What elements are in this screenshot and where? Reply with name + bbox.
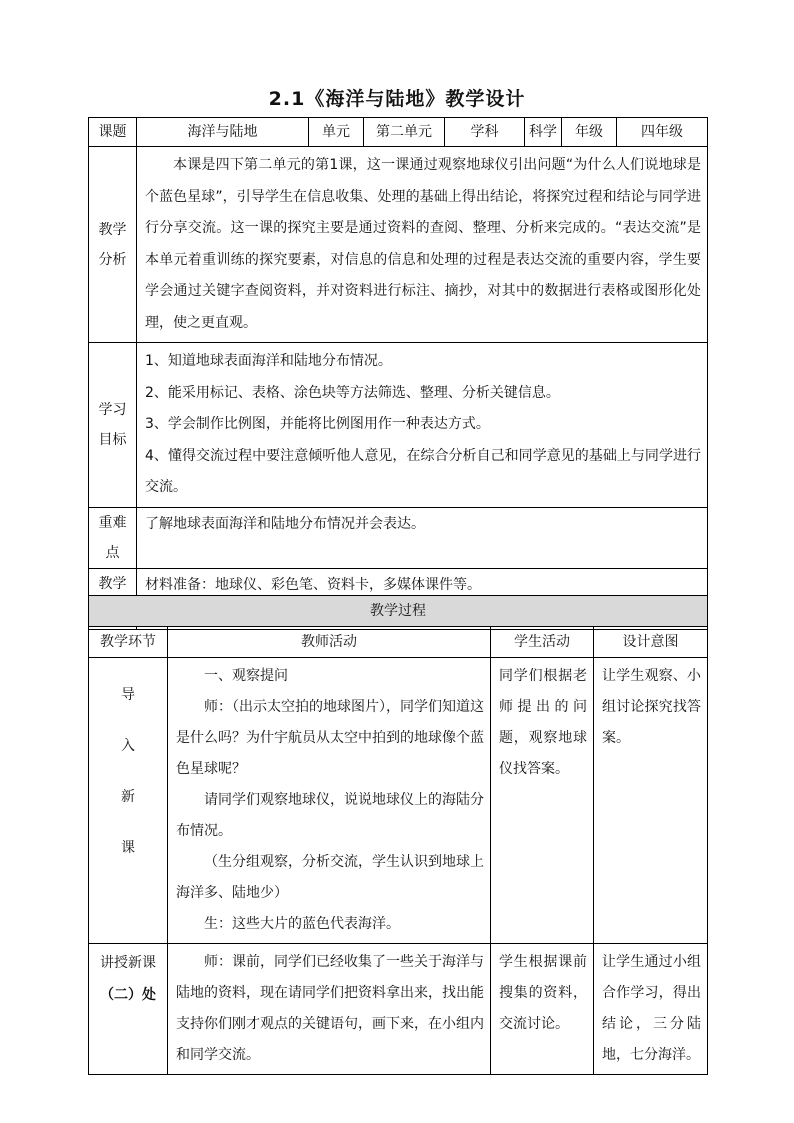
key-points-text: 了解地球表面海洋和陆地分布情况并会表达。	[137, 507, 708, 568]
objectives-list	[137, 343, 708, 508]
grade-label: 年级	[562, 118, 617, 147]
key-points-label: 重难 点	[89, 507, 137, 568]
design-intent-new: 让学生通过小组合作学习，得出结论，三分陆地，七分海洋。	[594, 944, 708, 1075]
preparation-label: 教学	[89, 568, 137, 629]
stage-intro: 导 入 新 课	[89, 658, 168, 944]
analysis-text: 本课是四下第二单元的第1课，这一课通过观察地球仪引出问题“为什么人们说地球是个蓝色星球”，引导学生在信息收集、处理的基础上得出结论，将探究过程和结论与同学进行分享交流。这一课的探究主要是通过资料的查阅、整理、分析来完成的。“表达交流”是本单元着重训练的探究要素，对信息的信息和处理的过程是表达交流的重要内容，学生要学会通过关键字查阅资料，并对资料进行标注、摘抄，对其中的数据进行表格或图形化处理，使之更直观。	[137, 147, 708, 343]
grade-value: 四年级	[617, 118, 708, 147]
stage-new-lesson: 讲授新课 （二）处	[89, 944, 168, 1075]
student-activity-intro: 同学们根据老师提出的问题，观察地球仪找答案。	[491, 658, 594, 944]
col-student-header: 学生活动	[491, 627, 594, 658]
unit-label: 单元	[309, 118, 364, 147]
course-info-table	[88, 117, 708, 630]
analysis-label: 教学 分析	[89, 147, 137, 343]
preparation-text: 材料准备：地球仪、彩色笔、资料卡，多媒体课件等。	[137, 568, 708, 629]
topic-value: 海洋与陆地	[137, 118, 309, 147]
design-intent-intro: 让学生观察、小组讨论探究找答案。	[594, 658, 708, 944]
process-heading: 教学过程	[89, 596, 708, 627]
subject-value: 科学	[525, 118, 562, 147]
objective-item: 1、知道地球表面海洋和陆地分布情况。	[145, 353, 392, 369]
objective-item: 3、学会制作比例图，并能将比例图用作一种表达方式。	[145, 416, 490, 432]
col-stage-header: 教学环节	[89, 627, 168, 658]
table-row	[89, 944, 708, 1075]
page-title: 2.1《海洋与陆地》教学设计	[268, 88, 526, 110]
objectives-label: 学习 目标	[89, 343, 137, 508]
teaching-process-table	[88, 595, 708, 1075]
objective-item: 4、懂得交流过程中要注意倾听他人意见，在综合分析自己和同学意见的基础上与同学进行交流。	[145, 447, 701, 495]
col-intent-header: 设计意图	[594, 627, 708, 658]
teacher-activity-intro: 一、观察提问 师：（出示太空拍的地球图片），同学们知道这是什么吗？为什宇航员从太空中拍到的地球像个蓝色星球呢？ 请同学们观察地球仪，说说地球仪上的海陆分布情况。 （生分组观察，分析交流，学生认识到地球上海洋多、陆地少） 生：这些大片的蓝色代表海洋。	[168, 658, 491, 944]
objective-item: 2、能采用标记、表格、涂色块等方法筛选、整理、分析关键信息。	[145, 384, 560, 401]
student-activity-new: 学生根据课前搜集的资料，交流讨论。	[491, 944, 594, 1075]
subject-label: 学科	[445, 118, 525, 147]
unit-value: 第二单元	[364, 118, 445, 147]
teacher-activity-new: 师：课前，同学们已经收集了一些关于海洋与陆地的资料，现在请同学们把资料拿出来，找出能支持你们刚才观点的关键语句，画下来，在小组内和同学交流。	[168, 944, 491, 1075]
table-row	[89, 658, 708, 944]
col-teacher-header: 教师活动	[168, 627, 491, 658]
topic-label: 课题	[89, 118, 137, 147]
